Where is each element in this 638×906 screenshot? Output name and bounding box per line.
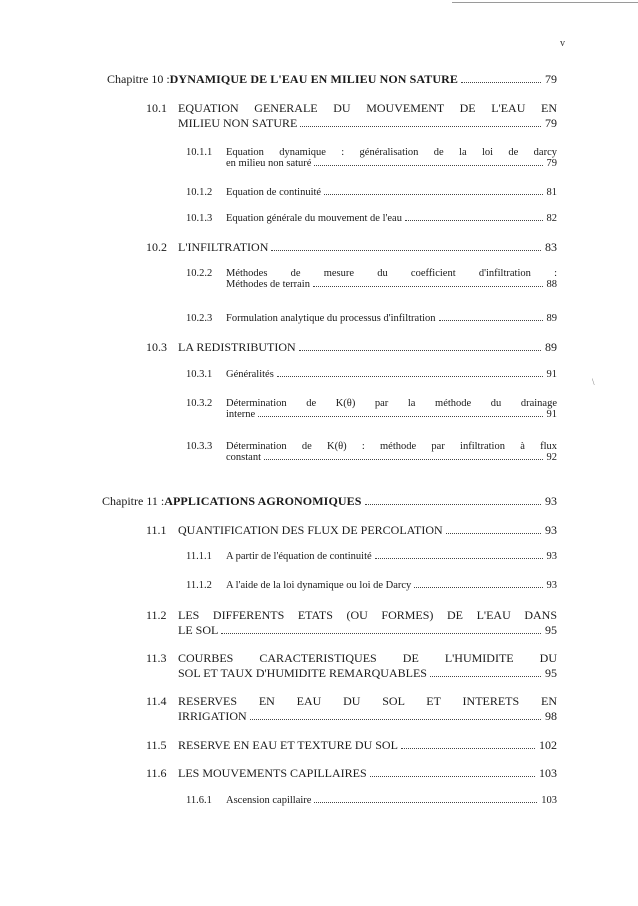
subsection-title: en milieu non saturé bbox=[226, 158, 312, 169]
dot-leader bbox=[264, 459, 543, 460]
subsection-title-line1: Détermination de K(θ) par la méthode du drainage bbox=[226, 398, 557, 409]
toc-subsection-11-1-2[interactable] bbox=[186, 580, 557, 591]
chapter-prefix: Chapitre 10 : bbox=[107, 72, 170, 86]
subsection-title-line1: Détermination de K(θ) : méthode par infiltration à flux bbox=[226, 441, 557, 452]
subsection-title: Equation générale du mouvement de l'eau bbox=[226, 213, 402, 224]
toc-section-11-6[interactable] bbox=[146, 766, 557, 781]
dot-leader bbox=[365, 504, 541, 505]
section-number: 11.5 bbox=[146, 738, 167, 752]
margin-mark: \ bbox=[592, 377, 595, 387]
subsection-number: 10.1.1 bbox=[186, 147, 213, 158]
page-ref: 89 bbox=[546, 313, 557, 324]
section-number: 10.1 bbox=[146, 101, 167, 115]
section-title-line1: RESERVES EN EAU DU SOL ET INTERETS EN bbox=[178, 694, 557, 708]
dot-leader bbox=[271, 250, 541, 251]
toc-section-10-1[interactable] bbox=[146, 101, 557, 131]
chapter-prefix: Chapitre 11 : bbox=[102, 494, 165, 508]
dot-leader bbox=[414, 587, 542, 588]
page-ref: 93 bbox=[545, 523, 557, 537]
section-number: 11.6 bbox=[146, 766, 167, 780]
subsection-title: constant bbox=[226, 452, 261, 463]
dot-leader bbox=[446, 533, 541, 534]
page-ref: 95 bbox=[545, 666, 557, 680]
dot-leader bbox=[324, 194, 542, 195]
page-ref: 102 bbox=[539, 738, 557, 752]
toc-subsection-10-2-3[interactable] bbox=[186, 313, 557, 324]
toc-section-11-1[interactable] bbox=[146, 523, 557, 538]
dot-leader bbox=[405, 220, 543, 221]
section-number: 11.2 bbox=[146, 608, 167, 622]
chapter-title: DYNAMIQUE DE L'EAU EN MILIEU NON SATURE bbox=[169, 72, 459, 86]
subsection-title: A partir de l'équation de continuité bbox=[226, 551, 372, 562]
subsection-number: 10.3.1 bbox=[186, 369, 213, 380]
section-title: L'INFILTRATION bbox=[178, 240, 269, 254]
subsection-title-line1: Méthodes de mesure du coefficient d'infiltration : bbox=[226, 268, 557, 279]
subsection-title: Equation de continuité bbox=[226, 187, 322, 198]
dot-leader bbox=[277, 376, 543, 377]
section-number: 10.3 bbox=[146, 340, 167, 354]
subsection-number: 10.3.2 bbox=[186, 398, 213, 409]
subsection-number: 10.2.3 bbox=[186, 313, 213, 324]
dot-leader bbox=[250, 719, 541, 720]
page-ref: 79 bbox=[545, 116, 557, 130]
dot-leader bbox=[375, 558, 543, 559]
page-ref: 98 bbox=[545, 709, 557, 723]
toc-section-10-3[interactable] bbox=[146, 340, 557, 355]
toc-section-11-3[interactable] bbox=[146, 651, 557, 681]
toc-subsection-11-1-1[interactable] bbox=[186, 551, 557, 562]
toc-chapter-11[interactable] bbox=[102, 494, 557, 509]
dot-leader bbox=[401, 748, 535, 749]
section-number: 11.1 bbox=[146, 523, 167, 537]
page-ref: 89 bbox=[545, 340, 557, 354]
dot-leader bbox=[300, 126, 541, 127]
section-title: QUANTIFICATION DES FLUX DE PERCOLATION bbox=[178, 523, 443, 537]
toc-subsection-10-2-2[interactable] bbox=[186, 268, 557, 290]
page-ref: 83 bbox=[545, 240, 557, 254]
subsection-title-line1: Equation dynamique : généralisation de la loi de darcy bbox=[226, 147, 557, 158]
section-title: IRRIGATION bbox=[178, 709, 247, 723]
page-ref: 93 bbox=[546, 580, 557, 591]
page-ref: 92 bbox=[546, 452, 557, 463]
toc-subsection-10-3-3[interactable] bbox=[186, 441, 557, 463]
page-ref: 79 bbox=[545, 72, 557, 86]
page-ref: 81 bbox=[546, 187, 557, 198]
subsection-number: 11.6.1 bbox=[186, 795, 212, 806]
dot-leader bbox=[430, 676, 541, 677]
section-title: LES MOUVEMENTS CAPILLAIRES bbox=[178, 766, 367, 780]
page-ref: 88 bbox=[546, 279, 557, 290]
page-ref: 79 bbox=[546, 158, 557, 169]
subsection-title: Méthodes de terrain bbox=[226, 279, 310, 290]
dot-leader bbox=[221, 633, 541, 634]
section-title: RESERVE EN EAU ET TEXTURE DU SOL bbox=[178, 738, 398, 752]
page-ref: 103 bbox=[541, 795, 557, 806]
page-ref: 93 bbox=[546, 551, 557, 562]
section-number: 11.4 bbox=[146, 694, 167, 708]
subsection-number: 11.1.2 bbox=[186, 580, 212, 591]
dot-leader bbox=[299, 350, 541, 351]
subsection-number: 11.1.1 bbox=[186, 551, 212, 562]
page-number: v bbox=[560, 38, 565, 49]
dot-leader bbox=[439, 320, 543, 321]
top-rule bbox=[452, 2, 638, 3]
dot-leader bbox=[258, 416, 542, 417]
subsection-title: Généralités bbox=[226, 369, 274, 380]
section-title-line1: LES DIFFERENTS ETATS (OU FORMES) DE L'EAU DANS bbox=[178, 608, 557, 622]
toc-section-11-4[interactable] bbox=[146, 694, 557, 724]
section-number: 11.3 bbox=[146, 651, 167, 665]
dot-leader bbox=[314, 802, 537, 803]
toc-section-11-2[interactable] bbox=[146, 608, 557, 638]
page-ref: 103 bbox=[539, 766, 557, 780]
section-title-line1: EQUATION GENERALE DU MOUVEMENT DE L'EAU EN bbox=[178, 101, 557, 115]
toc-subsection-11-6-1[interactable] bbox=[186, 795, 557, 806]
page-ref: 95 bbox=[545, 623, 557, 637]
chapter-title: APPLICATIONS AGRONOMIQUES bbox=[164, 494, 362, 508]
toc-subsection-10-3-1[interactable] bbox=[186, 369, 557, 380]
subsection-number: 10.1.3 bbox=[186, 213, 213, 224]
section-title-line1: COURBES CARACTERISTIQUES DE L'HUMIDITE DU bbox=[178, 651, 557, 665]
subsection-title: Formulation analytique du processus d'infiltration bbox=[226, 313, 436, 324]
toc-section-10-2[interactable] bbox=[146, 240, 557, 255]
subsection-title: interne bbox=[226, 409, 256, 420]
dot-leader bbox=[313, 286, 543, 287]
page-ref: 82 bbox=[546, 213, 557, 224]
page-ref: 91 bbox=[546, 369, 557, 380]
toc-section-11-5[interactable] bbox=[146, 738, 557, 753]
page-ref: 91 bbox=[546, 409, 557, 420]
dot-leader bbox=[461, 82, 541, 83]
toc-subsection-10-1-3[interactable] bbox=[186, 213, 557, 224]
dot-leader bbox=[370, 776, 535, 777]
subsection-number: 10.1.2 bbox=[186, 187, 213, 198]
toc-subsection-10-3-2[interactable] bbox=[186, 398, 557, 420]
subsection-number: 10.2.2 bbox=[186, 268, 213, 279]
section-title: SOL ET TAUX D'HUMIDITE REMARQUABLES bbox=[178, 666, 427, 680]
page-ref: 93 bbox=[545, 494, 557, 508]
subsection-title: Ascension capillaire bbox=[226, 795, 312, 806]
subsection-title: A l'aide de la loi dynamique ou loi de Darcy bbox=[226, 580, 412, 591]
section-number: 10.2 bbox=[146, 240, 167, 254]
toc-subsection-10-1-1[interactable] bbox=[186, 147, 557, 169]
dot-leader bbox=[314, 165, 542, 166]
section-title: MILIEU NON SATURE bbox=[178, 116, 298, 130]
section-title: LE SOL bbox=[178, 623, 219, 637]
toc-subsection-10-1-2[interactable] bbox=[186, 187, 557, 198]
subsection-number: 10.3.3 bbox=[186, 441, 213, 452]
toc-chapter-10[interactable] bbox=[107, 72, 557, 87]
section-title: LA REDISTRIBUTION bbox=[178, 340, 296, 354]
